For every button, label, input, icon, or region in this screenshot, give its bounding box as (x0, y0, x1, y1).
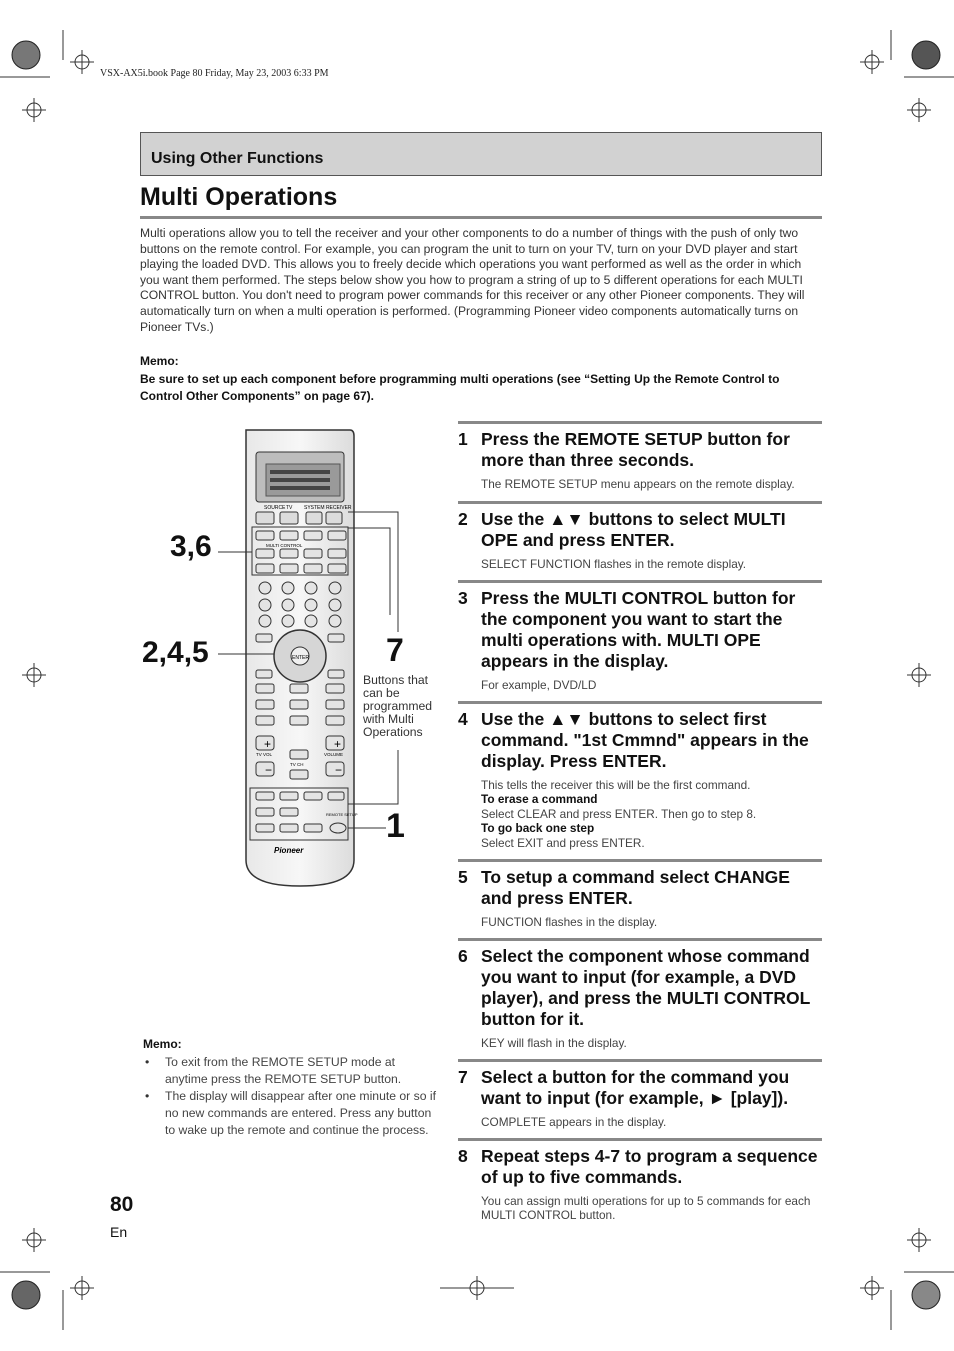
intro-paragraph: Multi operations allow you to tell the receiver and your other components to do a number of things with the push of only two buttons on the remote control. For example, you can program the unit to turn on your TV, turn on your DVD player and start playing the loaded DVD. This allows you to freely decide which operations you want performed as well as the order in which you want them performed. The steps below show you how to program a string of up to 5 different operations for each MULTI CONTROL button. You don't need to program power commands for this receiver or any other Pioneer components. They will automatically turn on when a multi operation is performed. (Programming Pioneer video components automatically turns on Pioneer TVs.) (140, 226, 805, 334)
step-heading: To setup a command select CHANGE and press ENTER. (481, 867, 790, 908)
enter-label: ENTER (292, 655, 309, 661)
svg-text:−: − (265, 763, 273, 777)
step-body: COMPLETE appears in the display. (481, 1115, 667, 1129)
callout-step-7: 7 (386, 632, 404, 668)
step-body: SELECT FUNCTION flashes in the remote display. (481, 557, 747, 571)
system-receiver-label: SYSTEM RECEIVER (304, 505, 352, 511)
memo-label: Memo: (143, 1037, 182, 1051)
step-number: 3 (458, 588, 468, 608)
memo-item: • The display will disappear after one minute or so if no new commands are entered. Press any button to wake up the remote and continue the process. (143, 1088, 438, 1139)
step-number: 8 (458, 1146, 468, 1166)
multi-control-label: MULTI CONTROL (266, 543, 303, 548)
step-body: You can assign multi operations for up to 5 commands for each MULTI CONTROL button. (481, 1194, 811, 1223)
section-title: Using Other Functions (151, 150, 324, 167)
step-number: 6 (458, 946, 468, 966)
step-6 (458, 938, 822, 1050)
step-4 (458, 701, 822, 850)
step-heading: Press the MULTI CONTROL button for the component you want to start the multi operations with. MULTI OPE appears in the display. (481, 588, 796, 671)
step-heading: Select the component whose command you want to input (for example, a DVD player), and press the MULTI CONTROL button for it. (481, 946, 810, 1029)
title-rule (140, 216, 822, 219)
step-heading: Select a button for the command you want to input (for example, ► [play]). (481, 1067, 790, 1108)
sub-text: Select EXIT and press ENTER. (481, 835, 645, 850)
page-number: 80 (110, 1193, 134, 1216)
step-number: 2 (458, 509, 468, 529)
pioneer-logo: Pioneer (274, 846, 304, 855)
step-1 (458, 421, 822, 491)
step-5 (458, 859, 822, 929)
step-heading: Repeat steps 4-7 to program a sequence of up to five commands. (481, 1146, 818, 1187)
step-8 (458, 1138, 822, 1223)
figure-note: Buttons that can be programmed with Multi Operations (363, 673, 433, 739)
source-label: SOURCE (264, 505, 286, 511)
memo-list (143, 1054, 438, 1139)
step-body (458, 778, 822, 850)
callout-steps-3-6: 3,6 (170, 530, 212, 563)
memo-text: Be sure to set up each component before programming multi operations (see “Setting Up the Remote Control to Control Other Components” on page 67). (140, 372, 780, 403)
print-header: VSX-AX5i.book Page 80 Friday, May 23, 2003 6:33 PM (100, 68, 329, 79)
step-7 (458, 1059, 822, 1129)
step-body: For example, DVD/LD (481, 678, 597, 692)
svg-text:+: + (334, 737, 342, 751)
step-body: The REMOTE SETUP menu appears on the remote display. (481, 477, 795, 491)
step-3 (458, 580, 822, 692)
svg-text:−: − (335, 763, 343, 777)
volume-label: VOLUME (324, 752, 344, 757)
section-bar (140, 132, 822, 176)
remote-setup-label: REMOTE SETUP (326, 812, 358, 817)
tv-ch-label: TV CH (290, 762, 304, 767)
step-body: FUNCTION flashes in the display. (481, 915, 658, 929)
memo-label: Memo: (140, 354, 179, 368)
callout-step-1: 1 (386, 807, 405, 845)
page-language: En (110, 1224, 128, 1240)
step-number: 5 (458, 867, 468, 887)
step-heading: Press the REMOTE SETUP button for more than three seconds. (481, 429, 790, 470)
step-heading: Use the ▲▼ buttons to select first command. "1st Cmmnd" appears in the display. Press ENTER. (481, 709, 809, 771)
tv-vol-label: TV VOL (256, 752, 273, 757)
svg-text:+: + (264, 737, 272, 751)
step-number: 1 (458, 429, 468, 449)
step-body-text: This tells the receiver this will be the first command. (481, 778, 751, 792)
step-number: 7 (458, 1067, 468, 1087)
page-title: Multi Operations (140, 183, 338, 211)
sub-text: Select CLEAR and press ENTER. Then go to step 8. (481, 806, 757, 821)
sub-label: To erase a command (481, 792, 598, 807)
tv-label: TV (286, 505, 293, 511)
callout-steps-2-4-5: 2,4,5 (142, 636, 209, 669)
step-heading: Use the ▲▼ buttons to select MULTI OPE and press ENTER. (481, 509, 786, 550)
sub-label: To go back one step (481, 821, 595, 836)
step-2 (458, 501, 822, 571)
step-body: KEY will flash in the display. (481, 1036, 627, 1050)
step-number: 4 (458, 709, 468, 729)
memo-item: • To exit from the REMOTE SETUP mode at anytime press the REMOTE SETUP button. (143, 1054, 438, 1088)
